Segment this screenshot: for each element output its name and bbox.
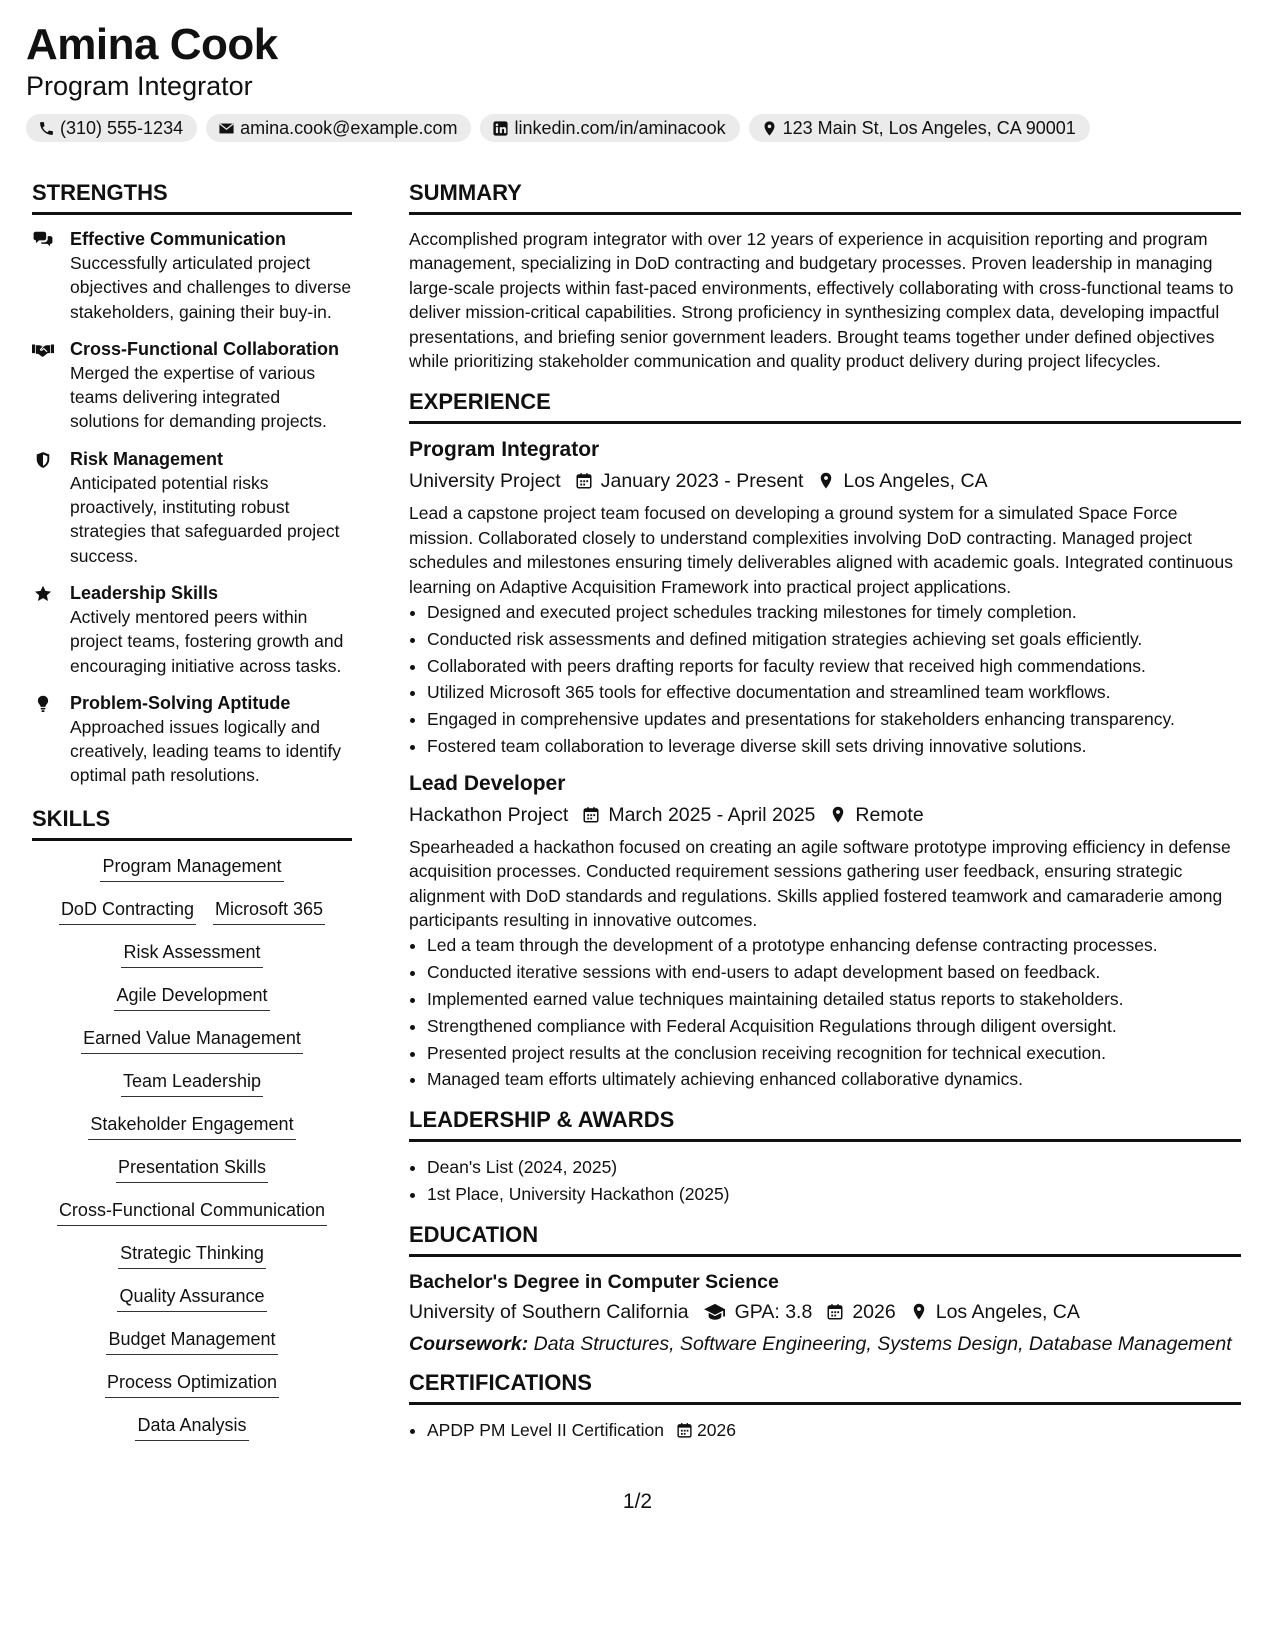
job-location: Remote xyxy=(855,803,924,826)
certifications-list xyxy=(409,1417,1241,1444)
school-name: University of Southern California xyxy=(409,1300,689,1323)
cert-year: 2026 xyxy=(697,1419,736,1440)
job-description: Spearheaded a hackathon focused on creating an agile software prototype improving efficiency in defense acquisition processes. Conducted requirement sessions gathering user feedback, ensuring strategic alignment with DoD standards and regulations. Skills applied fostered teamwork and camaraderie among participants resulting in innovative outcomes. xyxy=(409,836,1231,931)
list-item: • Dean's List (2024, 2025) xyxy=(427,1154,1241,1181)
job-entry xyxy=(409,436,1241,759)
page-number: 1/2 xyxy=(622,1490,653,1513)
list-item: • Led a team through the development of a prototype enhancing defense contracting processes. xyxy=(427,932,1241,959)
certifications-section xyxy=(409,1370,1241,1444)
linkedin-text: linkedin.com/in/aminacook xyxy=(514,118,726,138)
graduation-year: 2026 xyxy=(852,1300,896,1323)
summary-heading: SUMMARY xyxy=(409,180,1241,215)
list-item: • Fostered team collaboration to leverage diverse skill sets driving innovative solutions. xyxy=(427,733,1241,760)
job-meta xyxy=(409,467,1241,495)
skill-tag: Agile Development xyxy=(114,984,269,1011)
comments-icon xyxy=(32,231,54,249)
resume-header xyxy=(26,20,1249,142)
handshake-icon xyxy=(32,341,54,359)
skill-tag: Team Leadership xyxy=(121,1070,263,1097)
job-title: Lead Developer xyxy=(409,771,566,795)
strength-desc: Anticipated potential risks proactively, instituting robust strategies that safeguarded project success. xyxy=(70,472,340,566)
list-item: • Conducted iterative sessions with end-users to adapt development based on feedback. xyxy=(427,959,1241,986)
skill-tag: Quality Assurance xyxy=(117,1285,266,1312)
job-description: Lead a capstone project team focused on developing a ground system for a simulated Space Force mission. Collaborated closely to understand complexities involving DoD contracting. Managed project schedules and milestones ensuring timely deliverables aligned with academic goals. Integrated continuous learning on Adaptive Acquisition Framework into practical project applications. xyxy=(409,503,1233,597)
left-column xyxy=(32,180,352,1457)
skill-tag: Presentation Skills xyxy=(116,1156,268,1183)
skill-list xyxy=(32,853,352,1441)
contact-phone[interactable] xyxy=(26,114,197,142)
coursework xyxy=(409,1332,1241,1356)
strength-title: Risk Management xyxy=(70,448,224,469)
contact-bar xyxy=(26,114,1249,142)
job-meta xyxy=(409,801,1241,829)
job-org: Hackathon Project xyxy=(409,803,569,826)
skill-tag: Budget Management xyxy=(106,1328,277,1355)
email-text: amina.cook@example.com xyxy=(240,118,458,138)
candidate-name: Amina Cook xyxy=(26,20,278,69)
degree-title: Bachelor's Degree in Computer Science xyxy=(409,1270,779,1293)
strengths-heading: STRENGTHS xyxy=(32,180,352,215)
job-org: University Project xyxy=(409,470,561,493)
summary-text: Accomplished program integrator with over 12 years of experience in acquisition reporting and program management, specializing in DoD contracting and budgetary processes. Proven leadership in managing large-scale projects within fast-paced environments, effectively collaborating with cross-functional teams to deliver mission-critical capabilities. Strong proficiency in synthesizing complex data, developing impactful presentations, and briefing senior government leaders. Brought teams together under defined objectives while prioritizing stakeholder communication and quality product delivery during project lifecycles. xyxy=(409,229,1234,372)
gpa: GPA: 3.8 xyxy=(734,1300,813,1323)
strength-title: Effective Communication xyxy=(70,229,287,249)
strength-item xyxy=(32,581,352,678)
skill-tag: DoD Contracting xyxy=(59,898,196,925)
list-item: • Designed and executed project schedules tracking milestones for timely completion. xyxy=(427,599,1241,626)
list-item: • Engaged in comprehensive updates and presentations for stakeholders enhancing transparency. xyxy=(427,706,1241,733)
envelope-icon xyxy=(218,120,235,137)
list-item: • 1st Place, University Hackathon (2025) xyxy=(427,1181,1241,1208)
phone-text: (310) 555-1234 xyxy=(60,118,184,138)
job-bullets xyxy=(409,599,1241,760)
job-dates: March 2025 - April 2025 xyxy=(608,803,816,826)
skills-heading: SKILLS xyxy=(32,806,352,841)
job-bullets xyxy=(409,932,1241,1093)
certifications-heading: CERTIFICATIONS xyxy=(409,1370,1241,1405)
skill-tag: Cross-Functional Communication xyxy=(57,1199,327,1226)
list-item: • Presented project results at the conclusion receiving recognition for technical execution. xyxy=(427,1040,1241,1067)
education-section xyxy=(409,1222,1241,1356)
education-heading: EDUCATION xyxy=(409,1222,1241,1257)
strength-item xyxy=(32,447,352,568)
coursework-label: Coursework: xyxy=(409,1332,529,1355)
strength-item xyxy=(32,227,352,324)
strength-item xyxy=(32,691,352,788)
experience-heading: EXPERIENCE xyxy=(409,389,1241,424)
skill-tag: Stakeholder Engagement xyxy=(88,1113,295,1140)
calendar-icon xyxy=(826,1303,844,1321)
list-item: • Managed team efforts ultimately achieving enhanced collaborative dynamics. xyxy=(427,1066,1241,1093)
skill-tag: Program Management xyxy=(100,855,283,882)
strength-desc: Approached issues logically and creatively, leading teams to identify optimal path resolutions. xyxy=(70,716,342,786)
strength-desc: Actively mentored peers within project teams, fostering growth and encouraging initiative across tasks. xyxy=(70,606,344,676)
skill-tag: Microsoft 365 xyxy=(213,898,325,925)
coursework-list: Data Structures, Software Engineering, Systems Design, Database Management xyxy=(533,1332,1232,1355)
job-location: Los Angeles, CA xyxy=(843,470,988,493)
right-column xyxy=(409,180,1241,1458)
skill-tag: Strategic Thinking xyxy=(118,1242,266,1269)
list-item xyxy=(427,1417,1241,1444)
job-title: Program Integrator xyxy=(409,438,600,462)
awards-section xyxy=(409,1107,1241,1208)
map-pin-icon xyxy=(829,806,847,824)
list-item: • Utilized Microsoft 365 tools for effective documentation and streamlined team workflows. xyxy=(427,679,1241,706)
skill-tag: Process Optimization xyxy=(105,1371,279,1398)
cert-name: • APDP PM Level II Certification xyxy=(427,1419,664,1440)
skill-tag: Risk Assessment xyxy=(121,941,262,968)
map-pin-icon xyxy=(817,472,835,490)
school-location: Los Angeles, CA xyxy=(935,1300,1080,1323)
strength-title: Problem-Solving Aptitude xyxy=(70,692,291,713)
strength-desc: Merged the expertise of various teams delivering integrated solutions for demanding projects. xyxy=(70,362,327,432)
calendar-icon xyxy=(582,806,600,824)
phone-icon xyxy=(38,120,55,137)
contact-email[interactable] xyxy=(206,114,471,142)
calendar-icon xyxy=(676,1422,693,1439)
graduation-cap-icon xyxy=(703,1302,727,1322)
list-item: • Implemented earned value techniques maintaining detailed status reports to stakeholders. xyxy=(427,986,1241,1013)
job-entry xyxy=(409,770,1241,1093)
address-text: 123 Main St, Los Angeles, CA 90001 xyxy=(782,118,1076,138)
candidate-title: Program Integrator xyxy=(26,71,253,101)
linkedin-icon xyxy=(492,120,509,137)
calendar-icon xyxy=(575,472,593,490)
awards-heading: LEADERSHIP & AWARDS xyxy=(409,1107,1241,1142)
strength-title: Cross-Functional Collaboration xyxy=(70,338,340,359)
contact-address[interactable] xyxy=(749,114,1090,142)
skills-section xyxy=(32,806,352,1441)
list-item: • Conducted risk assessments and defined mitigation strategies achieving set goals efficiently. xyxy=(427,626,1241,653)
lightbulb-icon xyxy=(32,695,54,713)
strength-item xyxy=(32,337,352,434)
shield-icon xyxy=(32,451,54,469)
contact-linkedin[interactable] xyxy=(480,114,739,142)
strength-title: Leadership Skills xyxy=(70,582,219,603)
skill-tag: Data Analysis xyxy=(135,1414,248,1441)
awards-list xyxy=(409,1154,1241,1208)
map-pin-icon xyxy=(910,1303,928,1321)
job-dates: January 2023 - Present xyxy=(600,470,804,493)
star-icon xyxy=(32,585,54,603)
list-item: • Strengthened compliance with Federal Acquisition Regulations through diligent oversight. xyxy=(427,1013,1241,1040)
list-item: • Collaborated with peers drafting reports for faculty review that received high commendations. xyxy=(427,653,1241,680)
strength-desc: Successfully articulated project objectives and challenges to diverse stakeholders, gaining their buy-in. xyxy=(70,253,352,322)
education-meta xyxy=(409,1298,1241,1326)
skill-tag: Earned Value Management xyxy=(81,1027,303,1054)
map-pin-icon xyxy=(761,120,778,137)
